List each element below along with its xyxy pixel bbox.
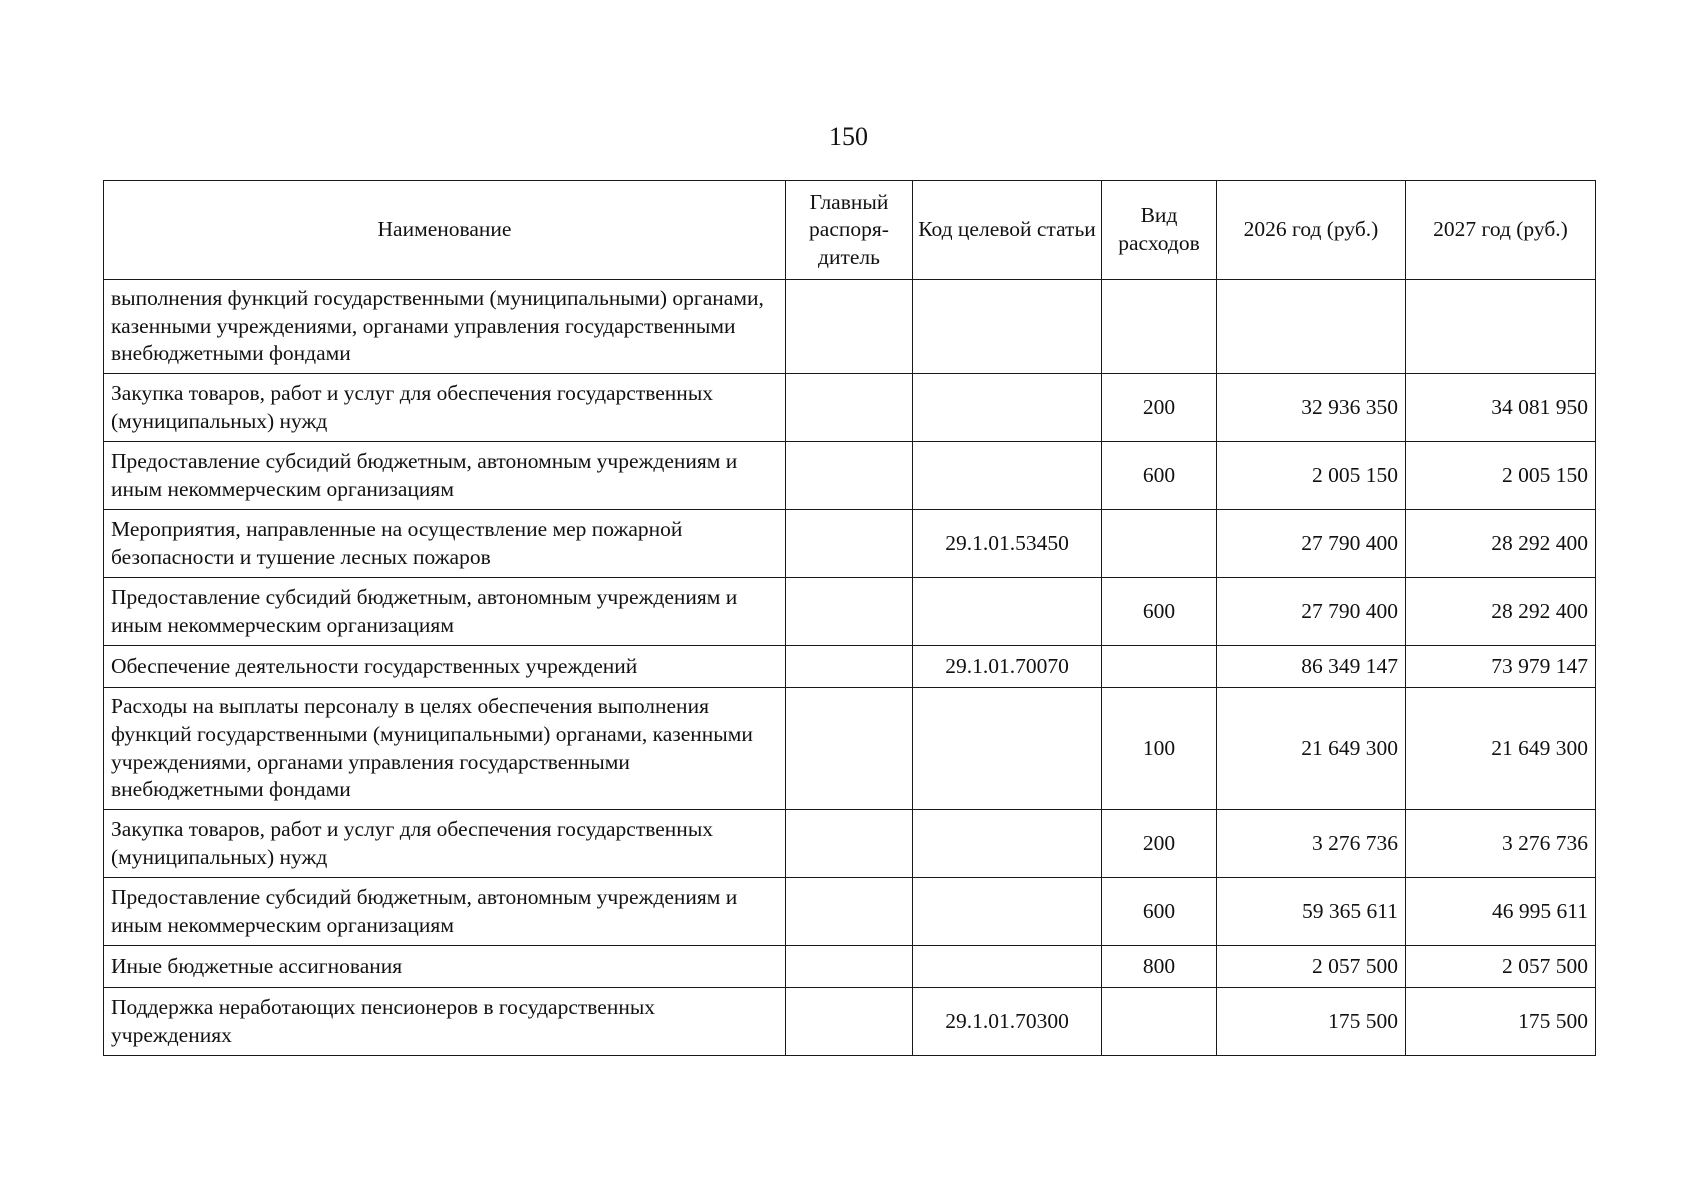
cell-year1: 86 349 147 xyxy=(1217,646,1406,688)
cell-admin xyxy=(786,442,913,510)
header-year1: 2026 год (руб.) xyxy=(1217,181,1406,280)
budget-table xyxy=(103,180,1596,1056)
cell-year2: 21 649 300 xyxy=(1406,688,1596,810)
cell-year2: 46 995 611 xyxy=(1406,878,1596,946)
cell-year1: 32 936 350 xyxy=(1217,374,1406,442)
table-row xyxy=(104,510,1596,578)
cell-name: Иные бюджетные ассигнования xyxy=(104,946,786,988)
cell-code xyxy=(913,810,1102,878)
cell-admin xyxy=(786,510,913,578)
cell-admin xyxy=(786,280,913,374)
cell-year2: 3 276 736 xyxy=(1406,810,1596,878)
cell-year2: 28 292 400 xyxy=(1406,510,1596,578)
cell-admin xyxy=(786,810,913,878)
cell-code xyxy=(913,688,1102,810)
table-row xyxy=(104,578,1596,646)
cell-year1 xyxy=(1217,280,1406,374)
cell-admin xyxy=(786,878,913,946)
cell-admin xyxy=(786,988,913,1056)
cell-kind: 200 xyxy=(1102,810,1217,878)
cell-name: Предоставление субсидий бюджетным, автономным учреждениям и иным некоммерческим организациям xyxy=(104,578,786,646)
cell-name: Мероприятия, направленные на осуществление мер пожарной безопасности и тушение лесных пожаров xyxy=(104,510,786,578)
cell-kind: 200 xyxy=(1102,374,1217,442)
cell-year2: 73 979 147 xyxy=(1406,646,1596,688)
cell-code xyxy=(913,374,1102,442)
cell-kind xyxy=(1102,510,1217,578)
cell-name: выполнения функций государственными (муниципальными) органами, казенными учреждениями, органами управления государственными внебюджетными фондами xyxy=(104,280,786,374)
header-kind: Вид расходов xyxy=(1102,181,1217,280)
cell-code xyxy=(913,878,1102,946)
cell-year2: 34 081 950 xyxy=(1406,374,1596,442)
table-row xyxy=(104,946,1596,988)
cell-name: Предоставление субсидий бюджетным, автономным учреждениям и иным некоммерческим организациям xyxy=(104,878,786,946)
cell-year2 xyxy=(1406,280,1596,374)
table-row xyxy=(104,646,1596,688)
cell-kind: 600 xyxy=(1102,878,1217,946)
cell-code xyxy=(913,442,1102,510)
table-row xyxy=(104,280,1596,374)
cell-year1: 27 790 400 xyxy=(1217,510,1406,578)
cell-year1: 3 276 736 xyxy=(1217,810,1406,878)
cell-year1: 21 649 300 xyxy=(1217,688,1406,810)
cell-code xyxy=(913,946,1102,988)
page-number: 150 xyxy=(829,122,868,151)
header-year2: 2027 год (руб.) xyxy=(1406,181,1596,280)
cell-year2: 175 500 xyxy=(1406,988,1596,1056)
cell-year1: 2 005 150 xyxy=(1217,442,1406,510)
cell-year2: 2 005 150 xyxy=(1406,442,1596,510)
cell-name: Поддержка неработающих пенсионеров в государственных учреждениях xyxy=(104,988,786,1056)
header-admin: Главный распоря-дитель xyxy=(786,181,913,280)
cell-name: Закупка товаров, работ и услуг для обеспечения государственных (муниципальных) нужд xyxy=(104,374,786,442)
header-code: Код целевой статьи xyxy=(913,181,1102,280)
table-row xyxy=(104,442,1596,510)
table-row xyxy=(104,878,1596,946)
cell-year2: 28 292 400 xyxy=(1406,578,1596,646)
cell-name: Предоставление субсидий бюджетным, автономным учреждениям и иным некоммерческим организациям xyxy=(104,442,786,510)
cell-kind: 800 xyxy=(1102,946,1217,988)
cell-name: Обеспечение деятельности государственных учреждений xyxy=(104,646,786,688)
cell-year1: 59 365 611 xyxy=(1217,878,1406,946)
table-row xyxy=(104,988,1596,1056)
header-name: Наименование xyxy=(104,181,786,280)
cell-kind xyxy=(1102,988,1217,1056)
cell-admin xyxy=(786,374,913,442)
cell-kind xyxy=(1102,280,1217,374)
cell-name: Расходы на выплаты персоналу в целях обеспечения выполнения функций государственными (муниципальными) органами, казенными учреждениями, органами управления государственными внебюджетными фондами xyxy=(104,688,786,810)
table-body xyxy=(104,280,1596,1056)
cell-admin xyxy=(786,946,913,988)
cell-kind xyxy=(1102,646,1217,688)
cell-year1: 27 790 400 xyxy=(1217,578,1406,646)
cell-code: 29.1.01.53450 xyxy=(913,510,1102,578)
cell-code: 29.1.01.70070 xyxy=(913,646,1102,688)
cell-year2: 2 057 500 xyxy=(1406,946,1596,988)
cell-code xyxy=(913,280,1102,374)
cell-kind: 100 xyxy=(1102,688,1217,810)
cell-code xyxy=(913,578,1102,646)
cell-kind: 600 xyxy=(1102,578,1217,646)
table-row xyxy=(104,374,1596,442)
header-row xyxy=(104,181,1596,280)
cell-kind: 600 xyxy=(1102,442,1217,510)
cell-admin xyxy=(786,688,913,810)
cell-admin xyxy=(786,646,913,688)
cell-year1: 175 500 xyxy=(1217,988,1406,1056)
cell-code: 29.1.01.70300 xyxy=(913,988,1102,1056)
table-row xyxy=(104,688,1596,810)
cell-name: Закупка товаров, работ и услуг для обеспечения государственных (муниципальных) нужд xyxy=(104,810,786,878)
cell-year1: 2 057 500 xyxy=(1217,946,1406,988)
table-header xyxy=(104,181,1596,280)
cell-admin xyxy=(786,578,913,646)
table-row xyxy=(104,810,1596,878)
